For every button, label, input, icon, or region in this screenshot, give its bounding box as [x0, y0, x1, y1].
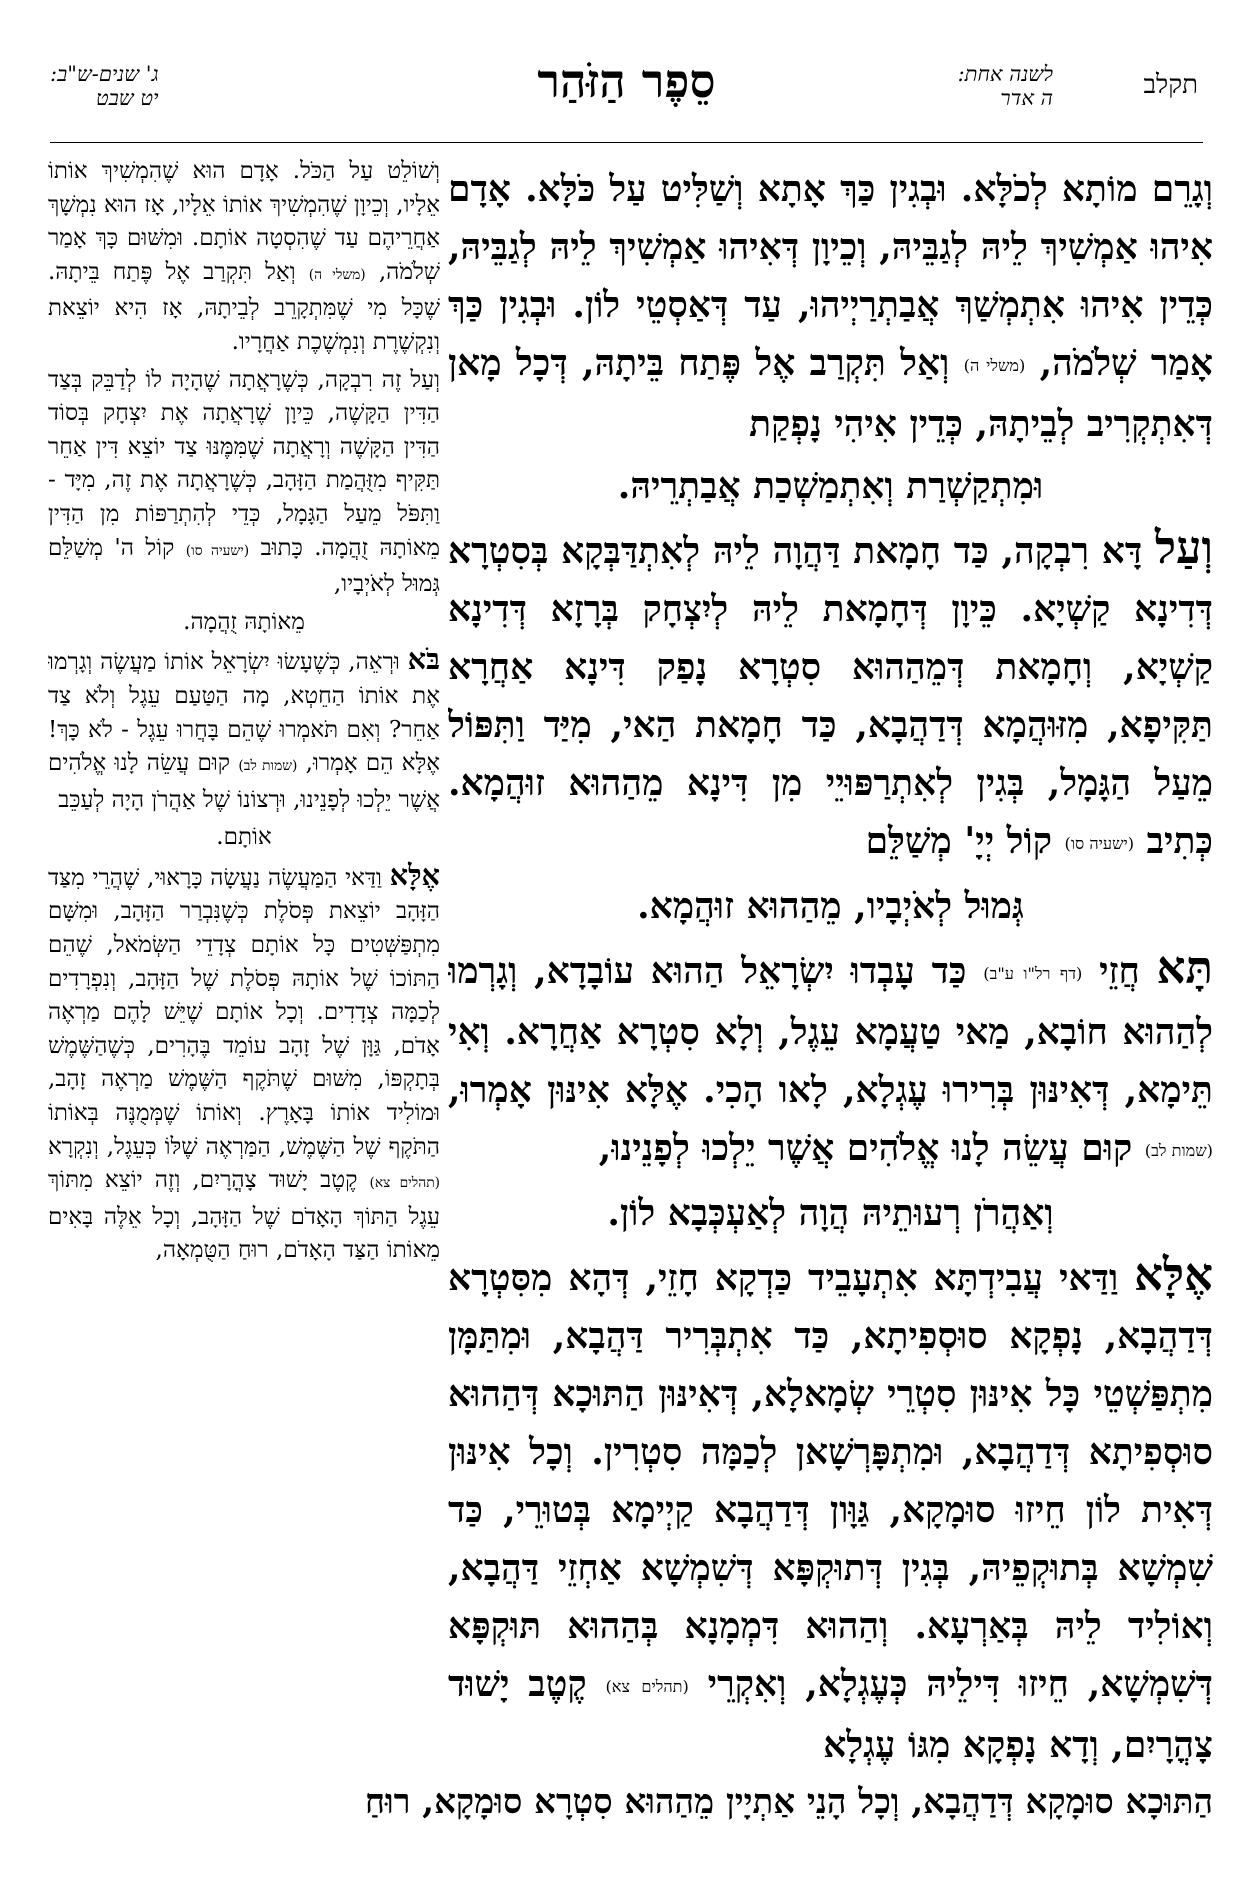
main-p1-text: וְגָרֵם מוֹתָא לְכֹלָּא. וּבְגִין כַּךְ אָתָא וְשַׁלִּיט עַל כֹּלָּא. אָדָם אִיהוּ אַמְשִׁיךְ לֵיהּ לְגַבֵּיהּ, וְכֵיוָן דְּאִיהוּ אַמְשִׁיךְ לֵיהּ לְגַבֵּיהּ, כְּדֵין אִיהוּ אִתְמְשַׁךְ אֲבַתְרַיְיהוּ, עַד דְּאַסְטֵי לוֹן. וּבְגִין כַּךְ אָמַר שְׁלֹמֹה,	[448, 168, 1213, 384]
main-p1-end: וּמִתְקַשְׁרַת וְאִתְמַשְׁכַת אֲבַתְרֵיהּ.	[617, 465, 1044, 507]
side-s3-lead: בֹּא	[407, 642, 440, 677]
main-paragraph-2	[448, 519, 1213, 873]
main-p2-text: דָּא רִבְקָה, כַּד חָמָאת דַּהֲוָה לֵיהּ לְאִתְדַּבְּקָא בְּסִטְרָא דְּדִינָא קַשְׁיָא. כֵּיוָן דְּחָמָאת לֵיהּ לְיִצְחָק בְּרָזָא דְּדִינָא קַשְׁיָא, וְחָמָאת דְּמֵהַהוּא סִטְרָא נָפַק דִּינָא אַחֲרָא תַּקִּיפָא, מִזּוּהֲמָא דְּדַהֲבָא, כַּד חָמָאת הַאי, מִיַּד וַתִּפּוֹל מֵעַל הַגָּמָל, בְּגִין לְאִתְרַפּוּיֵי מִן דִּינָא מֵהַהוּא זוּהֲמָא. כְּתִיב	[448, 530, 1213, 862]
side-s4-lead: אֶלָּא	[389, 857, 440, 892]
main-p2-cont: קוֹל יְיָ' מְשַׁלֵּם	[865, 820, 1052, 862]
main-p3-lead: תָּא	[1156, 941, 1213, 994]
study-cycle-line1: לשנה אחת:	[957, 62, 1053, 86]
main-p1-cont: וְאַל תִּקְרַב אֶל פֶּתַח בֵּיתָהּ, דְּכָל מָאן דְּאִתְקְרִיב לְבֵיתָהּ, כְּדֵין אִיהִי נָפְקַת	[448, 342, 1213, 445]
header-divider	[50, 142, 1203, 143]
side-s1-text: וְשׁוֹלֵט עַל הַכֹּל. אָדָם הוּא שֶׁהִמְשִׁיךְ אוֹתוֹ אֵלָיו, וְכֵיוָן שֶׁהִמְשִׁיךְ אוֹתוֹ אֵלָיו, אָז הוּא נִמְשָׁךְ אַחֲרֵיהֶם עַד שֶׁהִסְטָה אוֹתָם. וּמִשּׁוּם כָּךְ אָמַר שְׁלֹמֹה,	[48, 158, 440, 285]
main-p3-end: וְאַהֲרֹן רְעוּתֵיהּ הֲוָה לְאַעְכְּבָא לוֹן.	[607, 1192, 1054, 1234]
side-s2-ref: (ישעיה סו)	[185, 542, 250, 559]
side-paragraph-3	[48, 643, 440, 817]
side-s3-cont: קוּם עֲשֵׂה לָנוּ אֱלֹהִים אֲשֶׁר יֵלְכוּ לְפָנֵינוּ, וּרְצוֹנוֹ שֶׁל אַהֲרֹן הָיָה לְעַכֵּב	[48, 750, 440, 813]
side-s2-text: וְעַל זֶה רִבְקָה, כְּשֶׁרָאֲתָה שֶׁהָיָה לוֹ לְדַבֵּק בְּצַד הַדִּין הַקָּשֶׁה, כֵּיוָן שֶׁרָאֲתָה אֶת יִצְחָק בְּסוֹד הַדִּין הַקָּשֶׁה וְרָאֲתָה שֶׁמִּמֶּנּוּ צַד יוֹצֵא דִּין אַחֵר תַּקִּיף מִזֻּהֲמַת הַזָּהָב, כְּשֶׁרָאֲתָה אֶת זֶה, מִיָּד - וַתִּפֹּל מֵעַל הַגָּמָל, כְּדֵי לְהִתְרַפּוֹת מִן הַדִּין מֵאוֹתָהּ זֻהֲמָה. כָּתוּב	[48, 366, 440, 561]
side-s2-cont: קוֹל ה' מְשַׁלֵּם גְּמוּל לְאֹיְבָיו,	[48, 534, 440, 598]
aramaic-main-column	[448, 160, 1213, 1769]
side-s4-text1: וַדַּאי הַמַּעֲשֶׂה נַעֲשָׂה כָּרָאוּי, שֶׁהֲרֵי מִצַּד הַזָּהָב יוֹצֵאת פְּסֹלֶת כְּשֶׁנִּבְרַר הַזָּהָב, וּמִשָּׁם מִתְפַּשְּׁטִים כָּל אוֹתָם צְדָדֵי הַשְּׂמֹאל, שֶׁהֵם הַתּוֹכוֹ שֶׁל אוֹתָהּ פְּסֹלֶת שֶׁל הַזָּהָב, וְנִפְרָדִים לְכַמָּה צְדָדִים. וְכָל אוֹתָם שֶׁיֵּשׁ לָהֶם מַרְאֶה אָדֹם, גַּוָּן שֶׁל זָהָב עוֹמֵד בֶּהָרִים, כְּשֶׁהַשֶּׁמֶשׁ בְּתָקְפּוֹ, מִשּׁוּם שֶׁתֹּקֶף הַשֶּׁמֶשׁ מַרְאֶה זָהָב, וּמוֹלִיד אוֹתוֹ בָּאָרֶץ. וְאוֹתוֹ שֶׁמְּמֻנֶּה בְּאוֹתוֹ הַתֹּקֶף שֶׁל הַשֶּׁמֶשׁ, הַמַּרְאֶה שֶׁלּוֹ כְּעֵגֶל, וְנִקְרָא	[48, 864, 440, 1160]
main-p3-text1: חֲזֵי	[1099, 950, 1140, 992]
page-number: תקלב	[1143, 70, 1198, 100]
side-s3-ref: (שמות לב)	[238, 758, 298, 775]
side-paragraph-1	[48, 155, 440, 360]
schedule-label	[50, 62, 159, 110]
side-s3-end: אוֹתָם.	[216, 824, 272, 851]
main-p1-ref: (משלי ה)	[963, 356, 1026, 375]
hebrew-translation-column	[48, 155, 440, 1769]
main-p3-text3: קוּם עֲשֵׂה לָנוּ אֱלֹהִים אֲשֶׁר יֵלְכוּ לְפָנֵינוּ,	[598, 1127, 1133, 1169]
footer-continuation-line: הַתּוּכָא סוּמָקָא דְּדַהֲבָא, וְכָל הָנֵי אַתְיָין מֵהַהוּא סִטְרָא סוּמָקָא, רוּחַ	[364, 1782, 1213, 1822]
main-p4-lead: אֶלָּא	[1134, 1248, 1213, 1301]
side-s3-text: וּרְאֵה, כְּשֶׁעָשׂוּ יִשְׂרָאֵל אוֹתוֹ מַעֲשֶׂה וְגָרְמוּ אֶת אוֹתוֹ הַחֵטְא, מָה הַטַּעַם עֵגֶל וְלֹא צַד אַחֵר? וְאִם תֹּאמְרוּ שֶׁהֵם בָּחֲרוּ עֵגֶל - לֹא כָּךְ! אֶלָּא הֵם אָמְרוּ,	[48, 649, 440, 777]
main-p4-text2: קֶטֶב יָשׁוּד צָהֳרָיִם, וְדָא נָפְקָא מִגּוֹ עֶגְלָא	[448, 1663, 1213, 1766]
main-p2-end: גְּמוּל לְאֹיְבָיו, מֵהַהוּא זוּהֲמָא.	[637, 885, 1024, 927]
page-header	[40, 48, 1213, 132]
main-paragraph-4	[448, 1246, 1213, 1769]
schedule-line2: יט שבט	[95, 86, 159, 110]
main-paragraph-3	[448, 939, 1213, 1180]
side-s2-end: מֵאוֹתָהּ זֻהֲמָה.	[183, 608, 305, 635]
main-p4-text1: וַדַּאי עֲבִידְתָּא אִתְעָבֵיד כַּדְקָא חָזֵי, דְּהָא מִסִּטְרָא דְּדַהֲבָא, נָפְקָא סוּסְפִיתָא, כַּד אִתְבְּרִיר דַּהֲבָא, וּמִתַּמָּן מִתְפַּשְׁטֵי כָּל אִינּוּן סִטְרֵי שְׂמָאלָא, דְּאִינּוּן הַתּוּכָא דְּהַהוּא סוּסְפִיתָא דְּדַהֲבָא, וּמִתְפָּרְשָׁאן לְכַמָּה סִטְרִין. וְכָל אִינּוּן דְּאִית לוֹן חֵיזוּ סוּמָקָא, גַּוָּון דְּדַהֲבָא קַיְימָא בְּטוּרֵי, כַּד שִׁמְשָׁא בְּתוּקְפֵיהּ, בְּגִין דְּתוּקְפָּא דְּשִׁמְשָׁא אַחְזֵי דַּהֲבָא, וְאוֹלִיד לֵיהּ בְּאַרְעָא. וְהַהוּא דִּמְמָנָא בְּהַהוּא תּוּקְפָּא דְּשִׁמְשָׁא, חֵיזוּ דִּילֵיהּ כְּעֶגְלָא, וְאִקְרֵי	[448, 1257, 1213, 1705]
main-p2-lead: וְעַל	[1154, 521, 1213, 574]
main-p2-ref: (ישעיה סו)	[1064, 834, 1135, 853]
main-p3-ref2: (שמות לב)	[1144, 1141, 1213, 1160]
main-paragraph-1	[448, 160, 1213, 453]
schedule-line1: ג' שנים-ש"ב:	[50, 62, 159, 86]
study-cycle-line2: ה אדר	[1000, 86, 1053, 110]
side-s4-ref: (תהלים צא)	[369, 1175, 440, 1192]
main-p3-ref1: (דף רל"ו ע"ב)	[983, 964, 1083, 983]
main-p3-text2: כַּד עָבְדוּ יִשְׂרָאֵל הַהוּא עוֹבָדָא, וְגָרְמוּ לְהַהוּא חוֹבָא, מַאי טַעֲמָא עֵגֶל, וְלָא סִטְרָא אַחֲרָא. וְאִי תֵּימָא, דְּאִינּוּן בְּרִירוּ עֶגְלָא, לָאו הָכִי. אֶלָּא אִינּוּן אָמְרוּ,	[448, 950, 1213, 1111]
side-paragraph-4	[48, 859, 440, 1268]
main-p4-ref: (תהלים צא)	[605, 1677, 689, 1696]
side-s1-cont: וְאַל תִּקְרַב אֶל פֶּתַח בֵּיתָהּ. שֶׁכָּל מִי שֶׁמִּתְקָרֵב לְבֵיתָהּ, אָז הִיא יוֹצֵאת וְנִקְשֶׁרֶת וְנִמְשֶׁכֶת אַחֲרָיו.	[48, 258, 440, 355]
side-s4-text2: קֶטֶב יָשׁוּד צָהֳרָיִם, וְזֶה יוֹצֵא מִתּוֹךְ עֵגֶל הַתּוֹךְ הָאָדֹם שֶׁל הַזָּהָב, וְכָל אֵלֶּה בָּאִים מֵאוֹתוֹ הַצַּד הָאָדֹם, רוּחַ הַטֻּמְאָה,	[48, 1167, 440, 1264]
page-title: סֵפֶר הַזֹּהַר	[537, 54, 716, 108]
side-paragraph-2	[48, 364, 440, 602]
side-s1-ref: (משלי ה)	[308, 266, 366, 283]
